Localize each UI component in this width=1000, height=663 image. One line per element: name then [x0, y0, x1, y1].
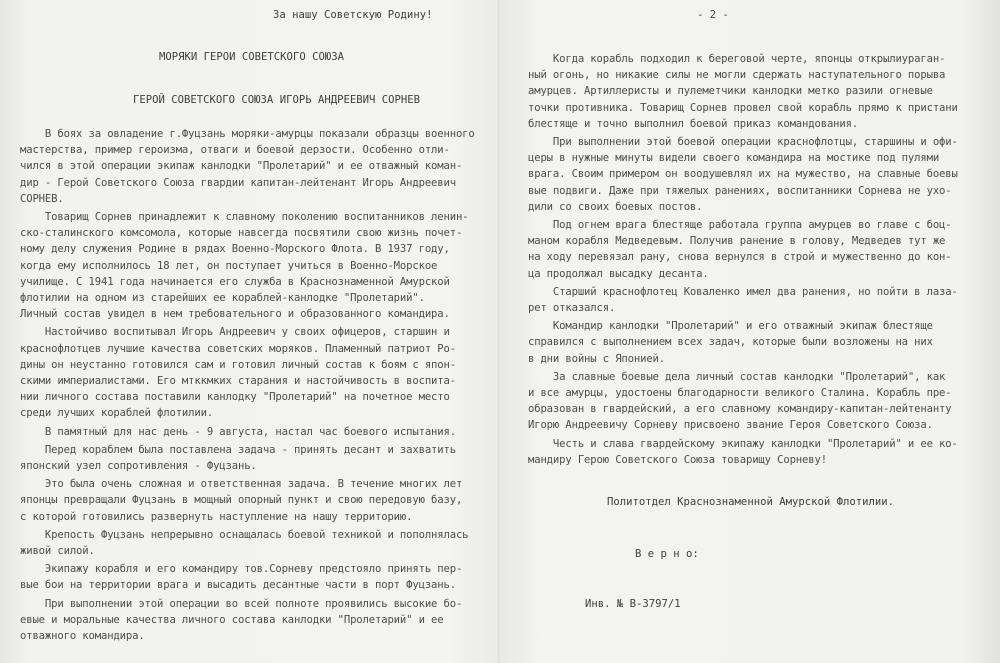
- text-line: когда ему исполнилось 18 лет, он поступает учиться в Военно-Морское: [20, 259, 438, 272]
- text-line: скими империалистами. Его мтккмких старания и настойчивость в воспита-: [20, 375, 456, 387]
- text-line: Личный состав увидел в нем требовательного и образованного командира.: [20, 308, 450, 321]
- text-line: амурцев. Артиллеристы и пулеметчики канлодки метко разили огневые: [528, 85, 933, 98]
- text-line: Экипажу корабля и его командиру тов.Сорневу предстояло принять пер-: [20, 563, 463, 576]
- slogan: За нашу Советскую Родину!: [273, 9, 433, 21]
- text-line: дир - Герой Советского Союза гвардии капитан-лейтенант Игорь Андреевич: [20, 176, 456, 189]
- text-line: ца продолжал высадку десанта.: [528, 267, 709, 280]
- text-line: маном корабля Медведевым. Получив ранение в голову, Медведев тут же: [528, 235, 946, 248]
- text-line: Старший краснофлотец Коваленко имел два ранения, но пойти в лаза-: [528, 285, 958, 298]
- text-line: в дни войны с Японией.: [528, 352, 666, 365]
- text-line: При выполнении этой операции во всей полноте проявились высокие бо-: [20, 597, 463, 610]
- text-line: рет отказался.: [528, 302, 616, 314]
- text-line: с которой готовились развернуть наступление на нашу территорию.: [20, 510, 413, 523]
- text-line: краснофлотцев лучшие качества советских моряков. Пламенный патриот Ро-: [20, 342, 456, 355]
- text-line: Настойчиво воспитывал Игорь Андреевич у своих офицеров, старшин и: [20, 326, 450, 339]
- text-line: Это была очень сложная и ответственная задача. В течение многих лет: [20, 478, 463, 491]
- text-line: За славные боевые дела личный состав канлодки "Пролетарий", как: [528, 370, 946, 383]
- text-line: училище. С 1941 года начинается его служба в Краснознаменной Амурской: [20, 275, 450, 288]
- certified-label: В е р н о:: [635, 548, 699, 560]
- text-line: В памятный для нас день - 9 августа, настал час боевого испытания.: [20, 425, 456, 438]
- text-line: В боях за овладение г.Фуцзань моряки-амурцы показали образцы военного: [20, 128, 475, 140]
- text-line: Игорю Андреевичу Сорневу присвоено звание Героя Советского Союза.: [528, 419, 933, 432]
- text-line: вые бои на территории врага и высадить десантные части в порт Фуцзань.: [20, 579, 456, 592]
- text-line: ному делу служения Родине в рядах Военно-Морского Флота. В 1937 году,: [20, 243, 450, 256]
- text-line: врага. Своим примером он воодушевлял их на мужество, на славные боевы: [528, 168, 958, 181]
- text-line: живой силой.: [20, 545, 95, 557]
- document-title: МОРЯКИ ГЕРОИ СОВЕТСКОГО СОЮЗА: [159, 51, 344, 63]
- text-line: Честь и слава гвардейскому экипажу канлодки "Пролетарий" и ее ко-: [528, 437, 958, 450]
- text-line: ный огонь, но никакие силы не могли сдержать наступательного порыва: [528, 69, 946, 82]
- text-line: евые и моральные качества личного состава канлодки "Пролетарий" и ее: [20, 613, 444, 626]
- text-line: мастерства, пример героизма, отваги и боевой дерзости. Особенно отли-: [20, 144, 450, 157]
- text-line: церы в нужные минуты видели своего командира на мостике под пулями: [528, 152, 940, 165]
- page-number: - 2 -: [697, 9, 729, 21]
- document-subtitle: ГЕРОЙ СОВЕТСКОГО СОЮЗА ИГОРЬ АНДРЕЕВИЧ СОРНЕВ: [133, 94, 421, 106]
- text-line: флотилии на одном из старейших ее кораблей-канлодке "Пролетарий".: [20, 292, 425, 304]
- text-line: блестяще и точно выполнил боевой приказ командования.: [528, 117, 859, 130]
- text-line: японский узел сопротивления - Фуцзань.: [20, 460, 257, 472]
- text-line: на ходу перевязал рану, снова вернулся в строй и мужественно до кон-: [528, 251, 952, 264]
- text-line: нии личного состава поставили канлодку "Пролетарий" на почетное место: [20, 391, 450, 404]
- text-line: японцы превращали Фуцзань в мощный опорный пункт и свою передовую базу,: [20, 494, 463, 507]
- text-line: образован в гвардейский, а его славному командиру-капитан-лейтенанту: [528, 403, 952, 416]
- text-line: справился с выполнением всех задач, которые были возложены на них: [528, 336, 933, 349]
- text-line: Перед кораблем была поставлена задача - принять десант и захватить: [20, 443, 456, 456]
- text-line: среди лучших кораблей флотилии.: [20, 407, 214, 420]
- text-line: точки противника. Товарищ Сорнев провел свой корабль прямо к пристани: [528, 101, 958, 114]
- text-line: При выполнении этой боевой операции краснофлотцы, старшины и офи-: [528, 136, 958, 148]
- text-line: ско-сталинского комсомола, которые навсегда посвятили свою жизнь почет-: [20, 227, 463, 240]
- text-line: отважного командира.: [20, 630, 145, 642]
- text-line: дины он неустанно готовился сам и готовил личный состав к боям с япон-: [20, 358, 456, 371]
- text-line: и все амурцы, удостоены благодарности великого Сталина. Корабль пре-: [528, 387, 952, 399]
- text-line: СОРНЕВ.: [20, 192, 64, 205]
- text-line: дили со своих боевых постов.: [528, 200, 703, 213]
- text-line: Товарищ Сорнев принадлежит к славному поколению воспитанников ленин-: [20, 211, 469, 223]
- text-line: Командир канлодки "Пролетарий" и его отважный экипаж блестяще: [528, 320, 933, 333]
- text-line: мандиру Герою Советского Союза товарищу Сорневу!: [528, 453, 827, 466]
- signature-line: Политотдел Краснознаменной Амурской Флотилии.: [607, 496, 895, 508]
- right-page: [500, 0, 1000, 663]
- text-line: чился в этой операции экипаж канлодки "Пролетарий" и ее отважный коман-: [20, 160, 463, 173]
- inventory-number: Инв. № В-3797/1: [585, 598, 681, 610]
- text-line: Под огнем врага блестяще работала группа амурцев во главе с боц-: [528, 219, 952, 231]
- text-line: Когда корабль подходил к береговой черте, японцы открылиураган-: [528, 53, 946, 65]
- text-line: вые подвиги. Даже при тяжелых ранениях, воспитанники Сорнева не ухо-: [528, 184, 952, 197]
- text-line: Крепость Фуцзань непрерывно оснащалась боевой техникой и пополнялась: [20, 528, 469, 541]
